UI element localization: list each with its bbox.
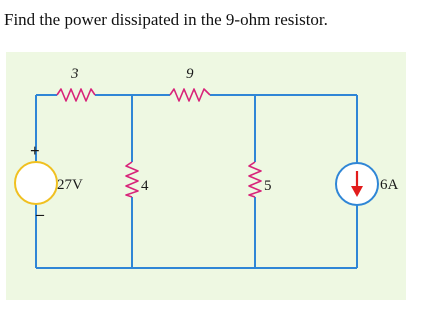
question-text: Find the power dissipated in the 9-ohm resistor.: [4, 10, 328, 29]
r3-label: 4: [141, 178, 149, 194]
voltage-source: [15, 162, 57, 204]
plus-sign: +: [30, 141, 40, 160]
minus-sign: –: [36, 206, 44, 223]
r2-label: 9: [186, 66, 194, 82]
current-label: 6A: [380, 177, 399, 193]
r4-label: 5: [264, 178, 272, 194]
r1-label: 3: [71, 66, 79, 82]
voltage-label: 27V: [57, 177, 83, 193]
